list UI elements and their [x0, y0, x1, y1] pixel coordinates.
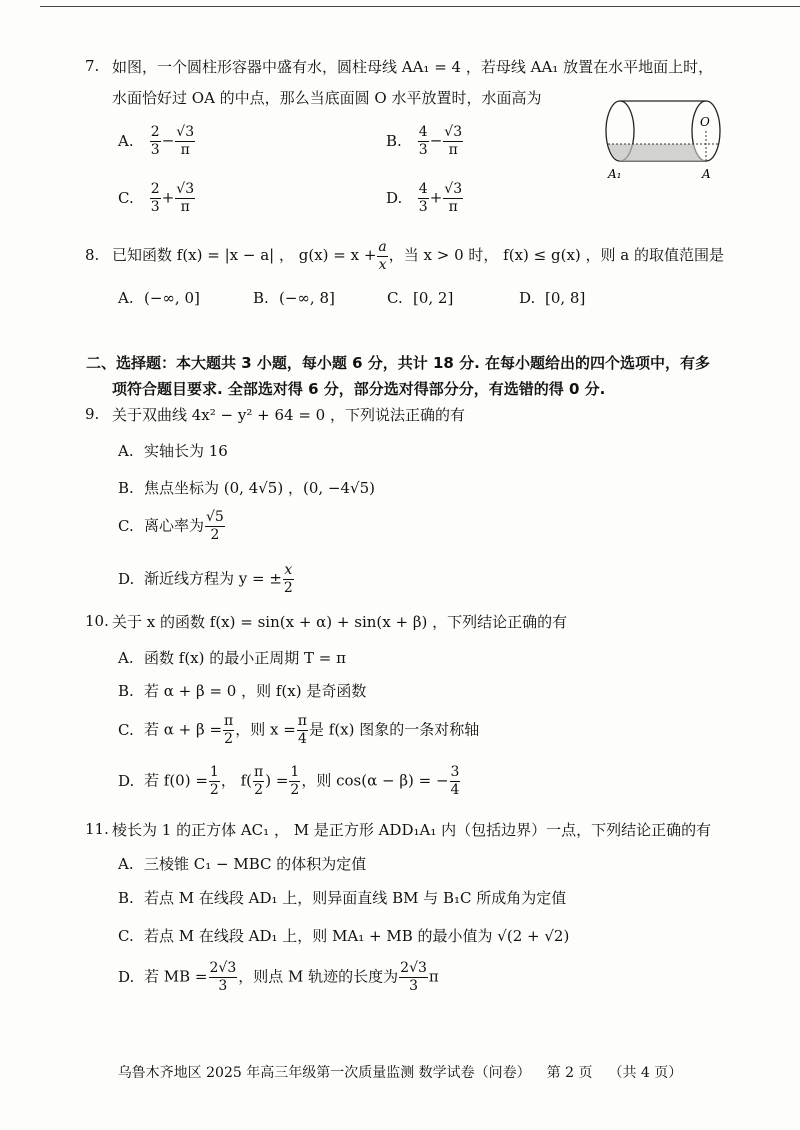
q11-option-d: D. 若 MB = $\frac{2√3}{3}$ ，则点 M 轨迹的长度为 $\frac{2√3}{3}$ π — [118, 960, 439, 994]
q11-number: 11. — [85, 820, 109, 838]
q9-number: 9. — [85, 405, 100, 423]
q8-option-d: D. [0, 8] — [519, 289, 586, 307]
q10-stem: 关于 x 的函数 f(x) = sin(x + α) + sin(x + β) ，下列结论正确的有 — [112, 613, 568, 631]
footer-total: （共 4 页） — [608, 1065, 683, 1081]
operator: − — [429, 131, 443, 150]
fraction: $\frac{3}{4}$ — [450, 764, 460, 798]
fraction: $\frac{√3}{\pi}$ — [176, 181, 195, 215]
q9-option-b: B. 焦点坐标为 (0, 4√5) ，(0, −4√5) — [118, 479, 375, 497]
fraction: $\frac{2}{3}$ — [150, 124, 160, 158]
top-rule — [40, 6, 800, 7]
label-a: A — [702, 167, 711, 181]
q8-option-c: C. [0, 2] — [387, 289, 454, 307]
q9-option-d: D. 渐近线方程为 y = ± $\frac{x}{2}$ — [118, 562, 293, 596]
q11-option-a: A. 三棱锥 C₁ − MBC 的体积为定值 — [118, 855, 367, 873]
fraction: $\frac{\pi}{4}$ — [297, 713, 307, 747]
operator: − — [161, 131, 175, 150]
fraction: $\frac{√5}{2}$ — [206, 509, 224, 543]
q10-option-b: B. 若 α + β = 0 ，则 f(x) 是奇函数 — [118, 682, 367, 700]
fraction: $\frac{√3}{\pi}$ — [176, 124, 195, 158]
q9-option-c: C. 离心率为 $\frac{√5}{2}$ — [118, 509, 224, 543]
fraction: $\frac{x}{2}$ — [283, 562, 293, 596]
fraction: $\frac{√3}{\pi}$ — [444, 181, 463, 215]
q11-option-b: B. 若点 M 在线段 AD₁ 上，则异面直线 BM 与 B₁C 所成角为定值 — [118, 889, 567, 907]
q7-option-c — [118, 181, 196, 216]
q11-stem: 棱长为 1 的正方体 AC₁ ， M 是正方形 ADD₁A₁ 内（包括边界）一点，下列结论正确的有 — [112, 821, 712, 839]
water-region — [608, 144, 706, 161]
fraction: $\frac{\pi}{2}$ — [254, 764, 264, 798]
fraction: $\frac{2√3}{3}$ — [209, 960, 237, 994]
fraction: $\frac{2}{3}$ — [150, 181, 160, 215]
q7-option-d — [386, 181, 464, 216]
label-a1: A₁ — [608, 167, 622, 181]
footer-title: 乌鲁木齐地区 2025 年高三年级第一次质量监测 数学试卷（问卷） — [117, 1065, 531, 1081]
fraction: $\frac{√3}{\pi}$ — [444, 124, 463, 158]
q7-number: 7. — [85, 57, 100, 75]
operator: + — [429, 188, 443, 207]
q7-stem-line1: 如图，一个圆柱形容器中盛有水，圆柱母线 AA₁ = 4 ，若母线 AA₁ 放置在水平地面上时， — [112, 58, 714, 76]
q8-option-a: A. (−∞, 0] — [118, 289, 200, 307]
option-label: D. — [386, 188, 403, 207]
q7-option-b — [386, 124, 464, 159]
operator: + — [161, 188, 175, 207]
q8-stem: 已知函数 f(x) = |x − a| ， g(x) = x + $\frac{a}{x}$ ，当 x > 0 时， f(x) ≤ g(x) ，则 a 的取值范围是 — [112, 238, 725, 273]
fraction: $\frac{2√3}{3}$ — [400, 960, 427, 994]
fraction: $\frac{1}{2}$ — [290, 764, 300, 798]
fraction: $\frac{1}{2}$ — [209, 764, 219, 798]
q9-option-a: A. 实轴长为 16 — [118, 442, 228, 460]
q9-stem: 关于双曲线 4x² − y² + 64 = 0 ，下列说法正确的有 — [112, 406, 465, 424]
q11-option-c: C. 若点 M 在线段 AD₁ 上，则 MA₁ + MB 的最小值为 √(2 + √2) — [118, 927, 570, 945]
q10-option-c: C. 若 α + β = $\frac{\pi}{2}$ ，则 x = $\frac{\pi}{4}$ 是 f(x) 图象的一条对称轴 — [118, 713, 480, 747]
fraction: $\frac{\pi}{2}$ — [224, 713, 234, 747]
section2-heading-line2: 项符合题目要求. 全部选对得 6 分，部分选对得部分分，有选错的得 0 分. — [112, 380, 606, 398]
option-label: A. — [118, 131, 134, 150]
q10-option-d: D. 若 f(0) = $\frac{1}{2}$ ， f( $\frac{\pi}{2}$ ) = $\frac{1}{2}$ ，则 cos(α − β) = − $\frac{3}{4}$ — [118, 764, 460, 798]
q10-number: 10. — [85, 612, 109, 630]
q8-option-b: B. (−∞, 8] — [253, 289, 335, 307]
cylinder-figure — [598, 96, 728, 186]
footer-page: 第 2 页 — [546, 1065, 593, 1081]
label-o: O — [700, 115, 710, 129]
q10-option-a: A. 函数 f(x) 的最小正周期 T = π — [118, 649, 346, 667]
fraction: $\frac{4}{3}$ — [418, 181, 428, 215]
page-footer — [0, 1062, 800, 1082]
option-label: B. — [386, 131, 402, 150]
q7-stem-line2: 水面恰好过 OA 的中点，那么当底面圆 O 水平放置时，水面高为 — [112, 89, 542, 107]
fraction: $\frac{a}{x}$ — [378, 238, 387, 273]
option-label: C. — [118, 188, 134, 207]
q8-number: 8. — [85, 246, 100, 264]
q7-option-a — [118, 124, 196, 159]
section2-heading-line1: 二、选择题：本大题共 3 小题，每小题 6 分，共计 18 分. 在每小题给出的四个选项中，有多 — [86, 354, 711, 372]
fraction: $\frac{4}{3}$ — [418, 124, 428, 158]
